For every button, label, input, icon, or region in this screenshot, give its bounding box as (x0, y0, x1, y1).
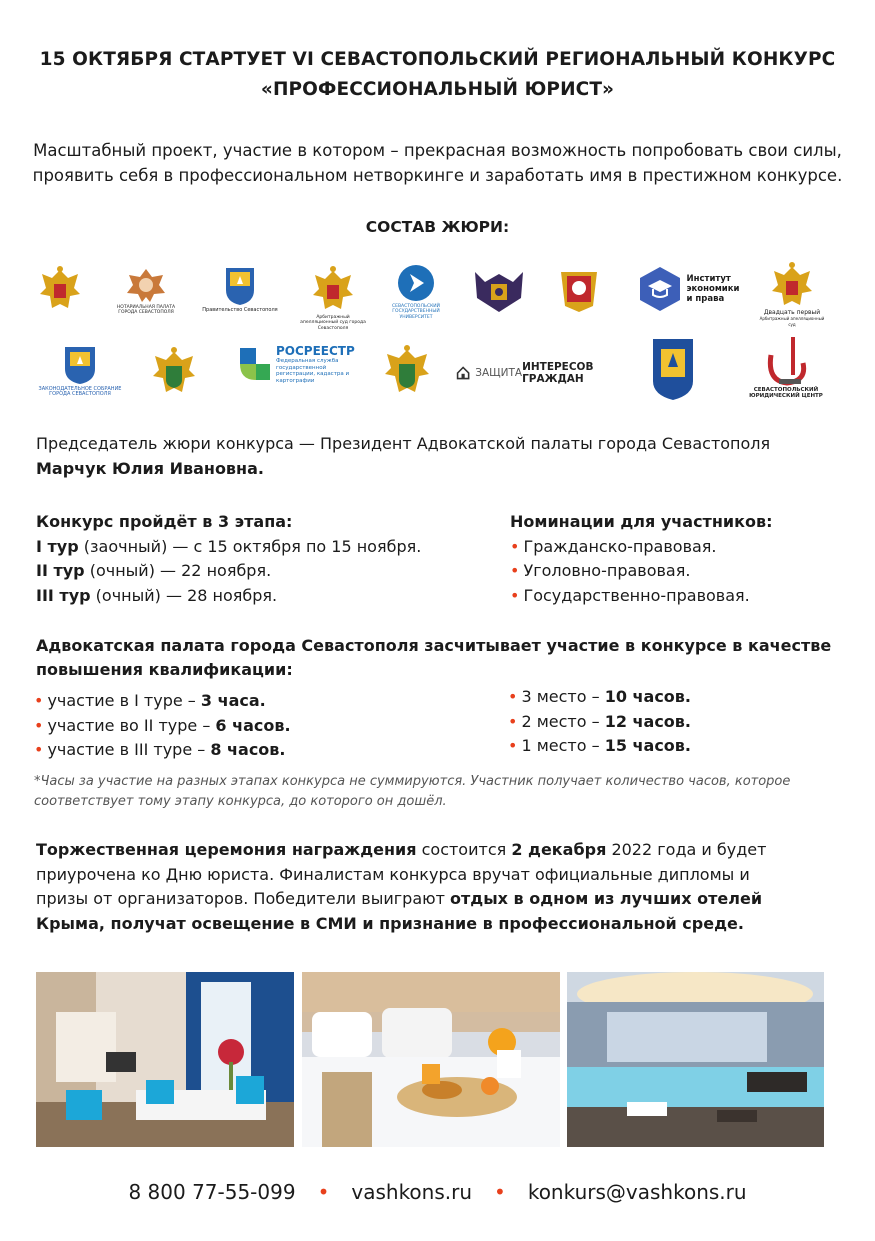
bullet-icon: • (508, 687, 518, 706)
hotel-room-photo (36, 972, 294, 1147)
stage-row (36, 559, 486, 584)
stage-tour: I тур (36, 536, 79, 556)
bullet-icon: • (34, 740, 44, 759)
russian-eagle-logo-1 (36, 262, 84, 318)
crest-purple-logo (468, 266, 530, 316)
appeal-court-title: Двадцать первый (763, 309, 821, 316)
sevsu-logo (388, 262, 444, 322)
eagle-icon (770, 259, 814, 309)
qualification-item: • участие в III туре – 8 часов. (34, 740, 286, 759)
qualification-heading-2: повышения квалификации: (36, 660, 293, 679)
qualification-heading-1: Адвокатская палата города Севастополя засчитывает участие в конкурсе в качестве (36, 636, 832, 655)
notary-chamber-logo (115, 262, 177, 320)
citizens-protection-logo (456, 360, 630, 386)
ceremony-paragraph: Торжественная церемония награждения состоится 2 декабря 2022 года и будет приурочена ко Дню юриста. Финалистам конкурса вручат официальные дипломы и призы от организаторов. Победители выиграют отдых в одном из лучших отелей Крыма, получат освещение в СМИ и признание в профессиональной среде. (36, 840, 767, 933)
rosreestr-sub: Федеральная служба государственной регистрации, кадастра и картографии (276, 358, 350, 384)
qualification-note-1: *Часы за участие на разных этапах конкурса не суммируются. Участник получает количество часов, которое (34, 774, 791, 789)
nomination-item: • Государственно-правовая. (510, 585, 750, 605)
eagle-green-shield-logo (148, 344, 200, 402)
qualification-item: • 2 место – 12 часов. (508, 711, 691, 731)
university-caption: СЕВАСТОПОЛЬСКИЙ ГОСУДАРСТВЕННЫЙ УНИВЕРСИТЕТ (391, 303, 441, 320)
bullet-icon: • (510, 585, 520, 605)
bullet-icon: • (34, 691, 44, 710)
intro-line-1: Масштабный проект, участие в котором – прекрасная возможность попробовать свои силы, (33, 141, 842, 160)
institute-caption: Институт экономики и права (686, 274, 740, 304)
medal-logo (554, 264, 604, 316)
medal-icon (557, 266, 601, 314)
stage-rest: (заочный) — с 15 октября по 15 ноября. (78, 536, 422, 556)
house-icon (456, 364, 470, 382)
court-caption: Арбитражный апелляционный суд города Севастополя (300, 314, 366, 331)
eagle-icon (38, 264, 82, 316)
bullet-icon: • (34, 715, 44, 735)
footer-bullet-icon: • (494, 1180, 506, 1204)
shield-icon (63, 345, 97, 385)
notary-seal-icon (125, 267, 167, 303)
stages-block (36, 510, 486, 608)
qualification-left-list (34, 689, 454, 763)
institute-economics-logo (636, 264, 746, 314)
government-caption: Правительство Севастополя (202, 307, 278, 314)
stages-heading: Конкурс пройдёт в 3 этапа: (36, 512, 293, 531)
eagle-icon (383, 342, 431, 400)
chair-line: Председатель жюри конкурса — Президент Адвокатской палаты города Севастополя (36, 434, 771, 453)
nomination-item: • Гражданско-правовая. (510, 536, 717, 556)
crest-icon (471, 268, 527, 314)
footer-bullet-icon: • (317, 1180, 330, 1204)
bullet-icon: • (508, 711, 518, 731)
appeal-court-sub: Арбитражный апелляционный суд (759, 316, 825, 327)
headline-line-2: «ПРОФЕССИОНАЛЬНЫЙ ЮРИСТ» (260, 79, 615, 100)
appeal-court-logo (756, 258, 828, 328)
notary-caption: НОТАРИАЛЬНАЯ ПАЛАТА ГОРОДА СЕВАСТОПОЛЯ (116, 304, 176, 315)
jury-heading: СОСТАВ ЖЮРИ: (365, 218, 510, 236)
headline-line-1: 15 ОКТЯБРЯ СТАРТУЕТ VI СЕВАСТОПОЛЬСКИЙ РЕГИОНАЛЬНЫЙ КОНКУРС (39, 49, 836, 70)
qualification-item: • 3 место – 10 часов. (508, 687, 691, 706)
assembly-caption: ЗАКОНОДАТЕЛЬНОЕ СОБРАНИЕ ГОРОДА СЕВАСТОПОЛЯ (38, 385, 122, 397)
monument-icon (763, 335, 809, 387)
rosreestr-mark-icon (236, 344, 272, 384)
legal-center-caption: СЕВАСТОПОЛЬСКИЙ ЮРИДИЧЕСКИЙ ЦЕНТР (749, 386, 823, 399)
chair-name: Марчук Юлия Ивановна. (36, 459, 264, 478)
graduation-cap-icon (638, 266, 682, 312)
nominations-block (510, 510, 840, 608)
bullet-icon: • (510, 536, 520, 556)
stage-tour: III тур (36, 585, 91, 605)
qualification-item: • 1 место – 15 часов. (508, 736, 691, 755)
contacts-footer (0, 1180, 875, 1204)
website-link[interactable]: vashkons.ru (351, 1180, 473, 1204)
arbitration-court-logo (300, 262, 366, 332)
spa-pool-photo (567, 972, 824, 1147)
legal-center-logo (744, 330, 828, 404)
qualification-item: • участие в I туре – 3 часа. (34, 691, 266, 710)
legislative-assembly-logo (34, 342, 126, 400)
prosecutor-logo (380, 340, 434, 402)
protection-caption-b: ИНТЕРЕСОВ ГРАЖДАН (522, 361, 594, 385)
phone-number[interactable]: 8 800 77-55-099 (128, 1180, 296, 1204)
qualification-note-2: соответствует тому этапу конкурса, до которого он дошёл. (34, 794, 447, 809)
stage-rest: (очный) — 22 ноября. (84, 561, 272, 580)
bullet-icon: • (510, 561, 520, 580)
stage-row (36, 584, 486, 609)
email-link[interactable]: konkurs@vashkons.ru (527, 1180, 747, 1204)
blue-coat-of-arms-logo (650, 336, 696, 402)
intro-line-2: проявить себя в профессиональном нетворкинге и заработать имя в престижном конкурсе. (32, 166, 843, 185)
rosreestr-logo (234, 344, 364, 396)
nominations-heading: Номинации для участников: (510, 512, 773, 531)
stage-row (36, 535, 486, 560)
eagle-icon (311, 263, 355, 313)
eagle-icon (151, 346, 197, 400)
coat-of-arms-icon (651, 337, 695, 401)
government-sevastopol-logo (200, 262, 280, 318)
nomination-item: • Уголовно-правовая. (510, 561, 691, 580)
stage-tour: II тур (36, 561, 85, 580)
qualification-item: • участие во II туре – 6 часов. (34, 715, 291, 735)
shield-icon (224, 266, 256, 306)
qualification-right-list (508, 685, 808, 759)
rosreestr-title: РОСРЕЕСТР (276, 344, 355, 358)
bullet-icon: • (508, 736, 518, 755)
protection-caption-a: ЗАЩИТА (475, 367, 523, 379)
breakfast-bed-photo (302, 972, 560, 1147)
play-arrow-icon (397, 264, 435, 302)
stage-rest: (очный) — 28 ноября. (90, 585, 278, 605)
